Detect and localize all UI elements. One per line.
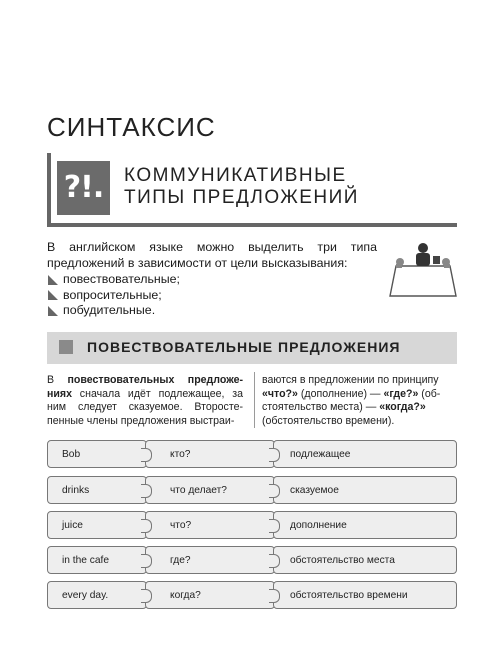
puzzle-knob-icon bbox=[141, 519, 152, 533]
cell-text: обстоятельство места bbox=[290, 554, 395, 566]
cell-text: что делает? bbox=[170, 484, 227, 496]
english-word-cell bbox=[47, 440, 147, 468]
paragraph-text: (дополнение) — bbox=[297, 387, 384, 400]
english-word-cell bbox=[47, 581, 147, 609]
sentence-part-cell bbox=[273, 546, 457, 574]
paragraph-text: сначала идёт подлежащее, за ним следует сказуемое. Второстепенные члены предложения выстраи- bbox=[47, 387, 243, 427]
paragraph-text: ваются в предложении по принципу bbox=[262, 374, 439, 386]
sentence-parts-table bbox=[47, 440, 457, 612]
topic-title-line2: ТИПЫ ПРЕДЛОЖЕНИЙ bbox=[124, 187, 359, 208]
list-item-label: вопросительные; bbox=[63, 287, 162, 302]
paragraph-bold-term: повествовательных предложениях bbox=[47, 374, 243, 400]
paragraph-left-column bbox=[47, 374, 243, 428]
list-item bbox=[47, 272, 377, 288]
question-when: «когда?» bbox=[379, 401, 426, 414]
sentence-part-cell bbox=[273, 440, 457, 468]
triangle-bullet-icon bbox=[47, 274, 59, 286]
intro-text: В английском языке можно выделить три типа предложений в зависимости от цели высказывания: bbox=[47, 240, 377, 270]
topic-title-line1: КОММУНИКАТИВНЫЕ bbox=[124, 165, 347, 186]
question-cell bbox=[145, 581, 275, 609]
square-marker-icon bbox=[59, 340, 73, 354]
question-cell bbox=[145, 440, 275, 468]
column-divider bbox=[254, 372, 255, 428]
sentence-types-list bbox=[47, 272, 377, 319]
paragraph-text: (обстоятельство места) — bbox=[262, 387, 441, 414]
english-word-cell bbox=[47, 546, 147, 574]
topic-punctuation-icon: ?!. bbox=[57, 161, 110, 215]
sentence-part-cell bbox=[273, 581, 457, 609]
puzzle-knob-icon bbox=[269, 589, 280, 603]
cell-text: drinks bbox=[62, 484, 90, 496]
topic-header bbox=[47, 153, 457, 227]
question-where: «где?» bbox=[383, 387, 419, 400]
paragraph-text: В bbox=[47, 374, 68, 386]
triangle-bullet-icon bbox=[47, 305, 59, 317]
cell-text: juice bbox=[62, 519, 83, 531]
question-cell bbox=[145, 546, 275, 574]
triangle-bullet-icon bbox=[47, 289, 59, 301]
subsection-header bbox=[47, 332, 457, 364]
cell-text: every day. bbox=[62, 589, 109, 601]
puzzle-knob-icon bbox=[141, 589, 152, 603]
question-what: «что?» bbox=[262, 387, 298, 400]
puzzle-knob-icon bbox=[269, 519, 280, 533]
list-item bbox=[47, 303, 377, 319]
topic-header-border-bottom bbox=[47, 223, 457, 227]
list-item-label: повествовательные; bbox=[63, 272, 180, 286]
cell-text: дополнение bbox=[290, 519, 347, 531]
puzzle-knob-icon bbox=[141, 554, 152, 568]
cell-text: кто? bbox=[170, 448, 191, 460]
meeting-table-icon bbox=[388, 240, 458, 300]
cell-text: что? bbox=[170, 519, 192, 531]
english-word-cell bbox=[47, 476, 147, 504]
list-item-label: побудительные. bbox=[63, 303, 156, 317]
subsection-title: ПОВЕСТВОВАТЕЛЬНЫЕ ПРЕДЛОЖЕНИЯ bbox=[87, 339, 401, 355]
cell-text: сказуемое bbox=[290, 484, 339, 496]
cell-text: Bob bbox=[62, 448, 81, 460]
puzzle-knob-icon bbox=[141, 448, 152, 462]
sentence-part-cell bbox=[273, 476, 457, 504]
puzzle-knob-icon bbox=[269, 484, 280, 498]
puzzle-knob-icon bbox=[141, 484, 152, 498]
list-item bbox=[47, 288, 377, 304]
question-cell bbox=[145, 511, 275, 539]
english-word-cell bbox=[47, 511, 147, 539]
question-cell bbox=[145, 476, 275, 504]
puzzle-knob-icon bbox=[269, 448, 280, 462]
puzzle-knob-icon bbox=[269, 554, 280, 568]
topic-header-border-left bbox=[47, 153, 51, 227]
paragraph-text: (обстоятельство времени). bbox=[262, 414, 395, 427]
cell-text: подлежащее bbox=[290, 448, 351, 460]
cell-text: обстоятельство времени bbox=[290, 589, 408, 601]
paragraph-right-column bbox=[262, 374, 457, 428]
cell-text: когда? bbox=[170, 589, 201, 601]
cell-text: in the cafe bbox=[62, 554, 110, 566]
sentence-part-cell bbox=[273, 511, 457, 539]
topic-title bbox=[124, 165, 359, 209]
cell-text: где? bbox=[170, 554, 191, 566]
section-title: СИНТАКСИС bbox=[47, 112, 216, 142]
